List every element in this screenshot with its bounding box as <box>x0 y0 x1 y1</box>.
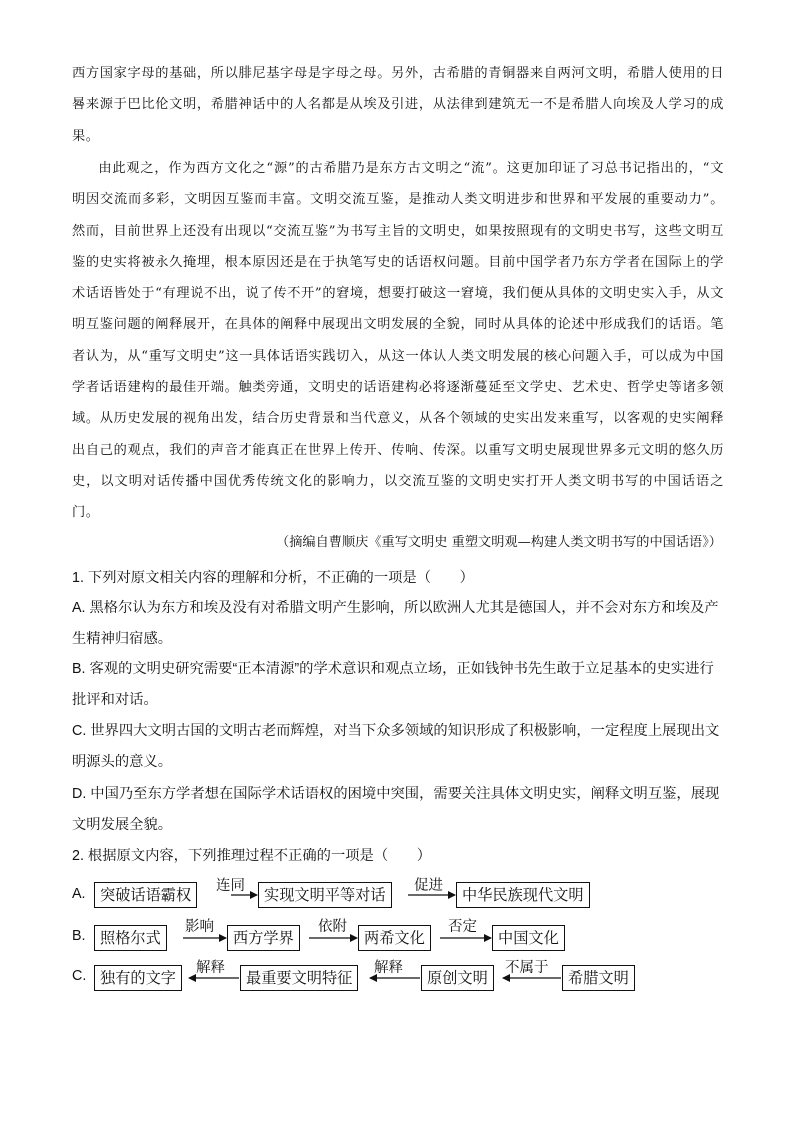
diagram-c-box-2: 最重要文明特征 <box>240 965 358 991</box>
diagram-b-edge-1-label: 影响 <box>185 919 214 935</box>
question-2-option-a-label: A. <box>72 886 86 902</box>
diagram-b-box-3: 两希文化 <box>358 925 431 951</box>
question-1-stem: 1. 下列对原文相关内容的理解和分析，不正确的一项是（ ） <box>72 570 474 586</box>
diagram-a-box-1: 突破话语霸权 <box>94 882 197 908</box>
question-2-option-b-label: B. <box>72 928 86 944</box>
diagram-b-box-4: 中国文化 <box>492 925 565 951</box>
diagram-a-edge-1-label: 连同 <box>216 878 245 894</box>
diagram-a-box-3: 中华民族现代文明 <box>456 882 590 908</box>
diagram-a-box-2: 实现文明平等对话 <box>258 882 392 908</box>
passage-source: （摘编自曹顺庆《重写文明史 重塑文明观—构建人类文明书写的中国话语》） <box>276 535 722 550</box>
diagram-b-box-2: 西方学界 <box>227 925 300 951</box>
diagram-b-edge-3-label: 否定 <box>448 919 477 935</box>
diagram-b-edge-2-label: 依附 <box>318 919 347 935</box>
question-2-option-c-label: C. <box>72 968 87 984</box>
diagram-c-box-3: 原创文明 <box>421 965 494 991</box>
passage-paragraph-1: 西方国家字母的基础，所以腓尼基字母是字母之母。另外，古希腊的青铜器来自两河文明，希腊人使用的日晷来源于巴比伦文明，希腊神话中的人名都是从埃及引进，从法律到建筑无一不是希腊人向埃及人学习的成果。 <box>72 66 724 144</box>
question-1-option-d: D. 中国乃至东方学者想在国际学术话语权的困境中突围，需要关注具体文明史实，阐释文明互鉴，展现文明发展全貌。 <box>72 786 720 833</box>
diagram-b-box-1: 照格尔式 <box>94 925 167 951</box>
passage-paragraph-2: 由此观之，作为西方文化之“源”的古希腊乃是东方古文明之“流”。这更加印证了习总书记指出的，“文明因交流而多彩，文明因互鉴而丰富。文明交流互鉴，是推动人类文明进步和世界和平发展的重要动力”。然而，目前世界上还没有出现以“交流互鉴”为书写主旨的文明史，如果按照现有的文明史书写，这些文明互鉴的史实将被永久掩埋，根本原因还是在于执笔写史的话语权问题。目前中国学者乃东方学者在国际上的学术话语皆处于“有理说不出，说了传不开”的窘境，想要打破这一窘境，我们便从具体的文明史实入手，从文明互鉴问题的阐释展开，在具体的阐释中展现出文明发展的全貌，同时从具体的论述中形成我们的话语。笔者认为，从“重写文明史”这一具体话语实践切入，从这一体认人类文明发展的核心问题入手，可以成为中国学者话语建构的最佳开端。触类旁通，文明史的话语建构必将逐渐蔓延至文学史、艺术史、哲学史等诸多领域。从历史发展的视角出发，结合历史背景和当代意义，从各个领域的史实出发来重写，以客观的史实阐释出自己的观点，我们的声音才能真正在世界上传开、传响、传深。以重写文明史展现世界多元文明的悠久历史，以文明对话传播中国优秀传统文化的影响力，以交流互鉴的文明史实打开人类文明书写的中国话语之门。 <box>72 161 724 521</box>
diagram-c-box-4: 希腊文明 <box>562 965 635 991</box>
diagram-c-edge-3-label: 不属于 <box>505 960 549 976</box>
diagram-c-box-1: 独有的文字 <box>94 965 182 991</box>
diagram-c-edge-2-label: 解释 <box>374 960 403 976</box>
question-1-option-c: C. 世界四大文明古国的文明古老而辉煌，对当下众多领域的知识形成了积极影响，一定程度上展现出文明源头的意义。 <box>72 723 720 770</box>
question-1-option-b: B. 客观的文明史研究需要“正本清源”的学术意识和观点立场，正如钱钟书先生敢于立足基本的史实进行批评和对话。 <box>72 661 714 708</box>
question-2-stem: 2. 根据原文内容，下列推理过程不正确的一项是（ ） <box>72 848 432 864</box>
diagram-a-edge-2-label: 促进 <box>414 878 443 894</box>
diagram-c-edge-1-label: 解释 <box>196 960 225 976</box>
question-1-option-a: A. 黑格尔认为东方和埃及没有对希腊文明产生影响，所以欧洲人尤其是德国人，并不会对东方和埃及产生精神归宿感。 <box>72 600 719 647</box>
